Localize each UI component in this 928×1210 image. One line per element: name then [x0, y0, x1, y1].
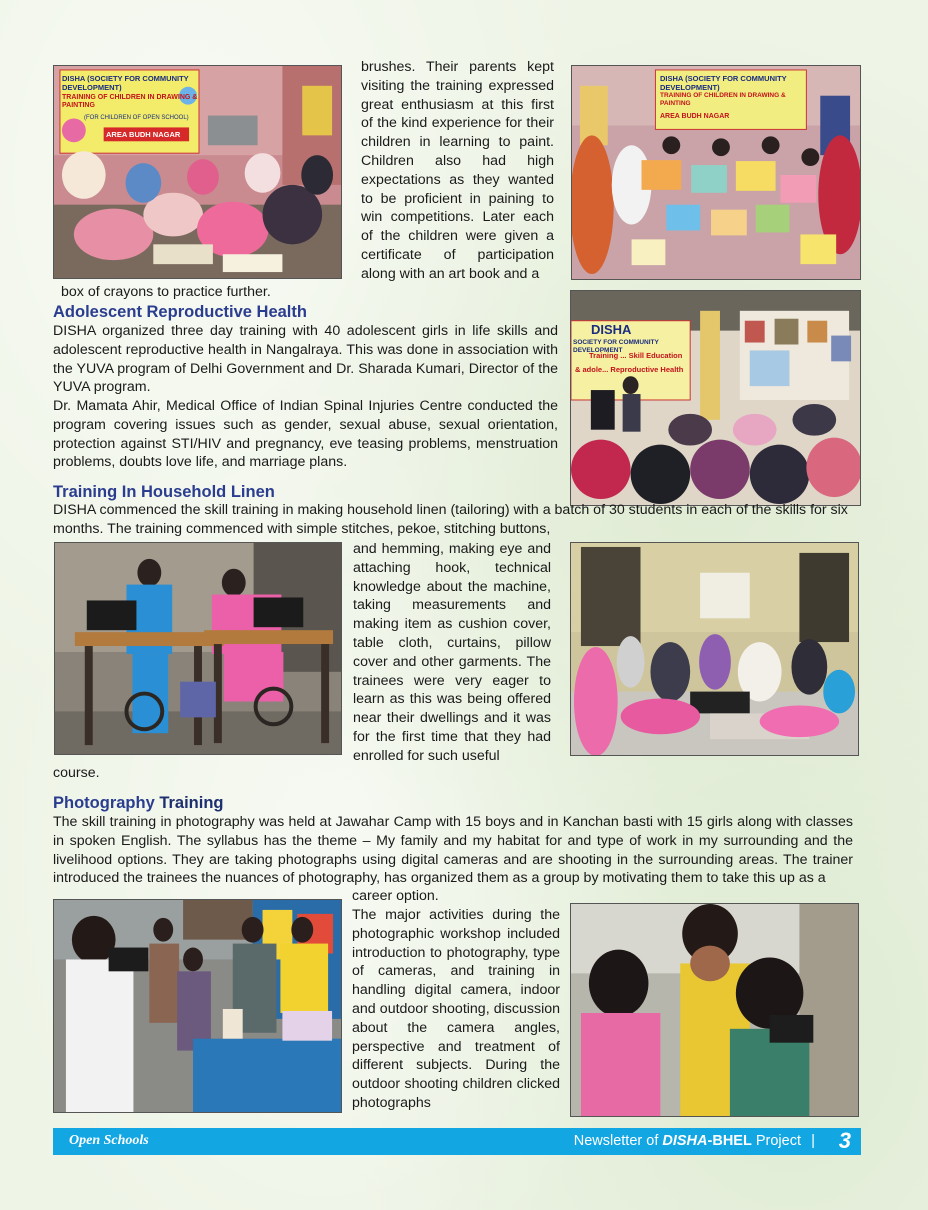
linen-column-text: and hemming, making eye and attaching hook, technical knowledge about the machine, taking measurements and making item as cushion cover, table cloth, curtains, pillow cover and other garments. The trainees were very eager to learn as this was being offered near their dwellings and it was for the first time that they had enrolled for such useful — [353, 541, 551, 764]
adolescent-paragraph-1: DISHA organized three day training with 40 adolescent girls in life skills and adolescent reproductive health in Nangalraya. This was done in association with the YUVA program of Delhi Government and Dr. Sharada Kumari, Director of the YUVA program. — [53, 323, 558, 396]
page-number: 3 — [838, 1128, 851, 1153]
footer-separator: | — [811, 1132, 815, 1149]
adolescent-paragraph-2: Dr. Mamata Ahir, Medical Office of Indian Spinal Injuries Centre conducted the program covering issues such as gender, sexual abuse, sexual orientation, protection against STI/HIV and pregnancy, eve teasing problems, menstruation problems, doubts love life, and marriage plans. — [53, 398, 558, 471]
heading-training-word: Training — [154, 794, 224, 812]
banner-org-text: DISHA (SOCIETY FOR COMMUNITY DEVELOPMENT) — [660, 74, 787, 92]
photo-boys-camera — [53, 899, 342, 1113]
footer-disha: DISHA — [662, 1133, 708, 1149]
section-heading-photography — [53, 793, 553, 813]
footer-section-label: Open Schools — [69, 1133, 149, 1148]
linen-tail-text: course. — [53, 765, 100, 781]
banner-title-text: TRAINING OF CHILDREN IN DRAWING & PAINTING — [660, 92, 786, 107]
banner-sub-text: (FOR CHILDREN OF OPEN SCHOOL) — [84, 115, 189, 121]
photo-children-drawing — [53, 65, 342, 279]
banner-area-text: AREA BUDH NAGAR — [106, 130, 181, 139]
photo-adolescent-session — [570, 290, 861, 506]
footer-newsletter-label — [574, 1133, 801, 1149]
banner-area-text: AREA BUDH NAGAR — [660, 113, 730, 120]
banner-title-text: Training ... Skill Education — [589, 351, 683, 360]
banner-org-text: DISHA — [591, 322, 632, 337]
linen-lead-text: DISHA commenced the skill training in making household linen (tailoring) with a batch of 30 students in each of the skills for six months. The training commenced with simple stitches, pekoe, stitching buttons, — [53, 502, 848, 537]
banner-title-text: TRAINING OF CHILDREN IN DRAWING & PAINTING — [62, 94, 198, 109]
section-heading-adolescent: Adolescent Reproductive Health — [53, 303, 307, 321]
footer-bar — [53, 1128, 861, 1155]
banner-org-text: DISHA (SOCIETY FOR COMMUNITY DEVELOPMENT) — [62, 74, 189, 92]
banner-title-line2-text: & adole... Reproductive Health — [575, 365, 684, 374]
photo-girls-camera — [570, 903, 859, 1117]
photography-column-first-line: career option. — [352, 888, 439, 904]
photo-sewing-machines — [54, 542, 342, 755]
intro-column-text: brushes. Their parents kept visiting the training expressed great enthusiasm at this first of the kind experience for their children in learning to paint. Children also had high expectations as they wanted to be proficient in paining to win competitions. Later each of the children were given a certificate of participation along with an art book and a — [361, 59, 554, 282]
photography-column-text: The major activities during the photographic workshop included introduction to photography, type of cameras, and training in handling digital camera, indoor and outdoor shooting, discussion about the camera angles, perspective and treatment of different subjects. During the outdoor shooting children clicked photographs — [352, 907, 560, 1111]
photography-lead-text: The skill training in photography was held at Jawahar Camp with 15 boys and in Kanchan basti with 15 girls along with classes in spoken English. The syllabus has the theme – My family and my habitat for and type of work in my surrounding and the livelihood options. They are taking photographs using digital cameras and are shooting in the surrounding areas. The trainer introduced the trainees the nuances of photography, has organized them as a group by motivating them to take this up as a — [53, 814, 853, 887]
section-heading-linen: Training In Household Linen — [53, 483, 275, 501]
banner-sub-text: SOCIETY FOR COMMUNITY DEVELOPMENT — [573, 339, 659, 354]
intro-tail-text: box of crayons to practice further. — [61, 284, 271, 300]
heading-photography-word: Photography — [53, 794, 155, 812]
footer-project: Project — [751, 1133, 801, 1149]
photo-children-paintings — [571, 65, 861, 280]
photo-tailoring-class — [570, 542, 859, 756]
footer-newsletter-of: Newsletter of — [573, 1133, 663, 1149]
footer-bhel: -BHEL — [707, 1133, 752, 1149]
